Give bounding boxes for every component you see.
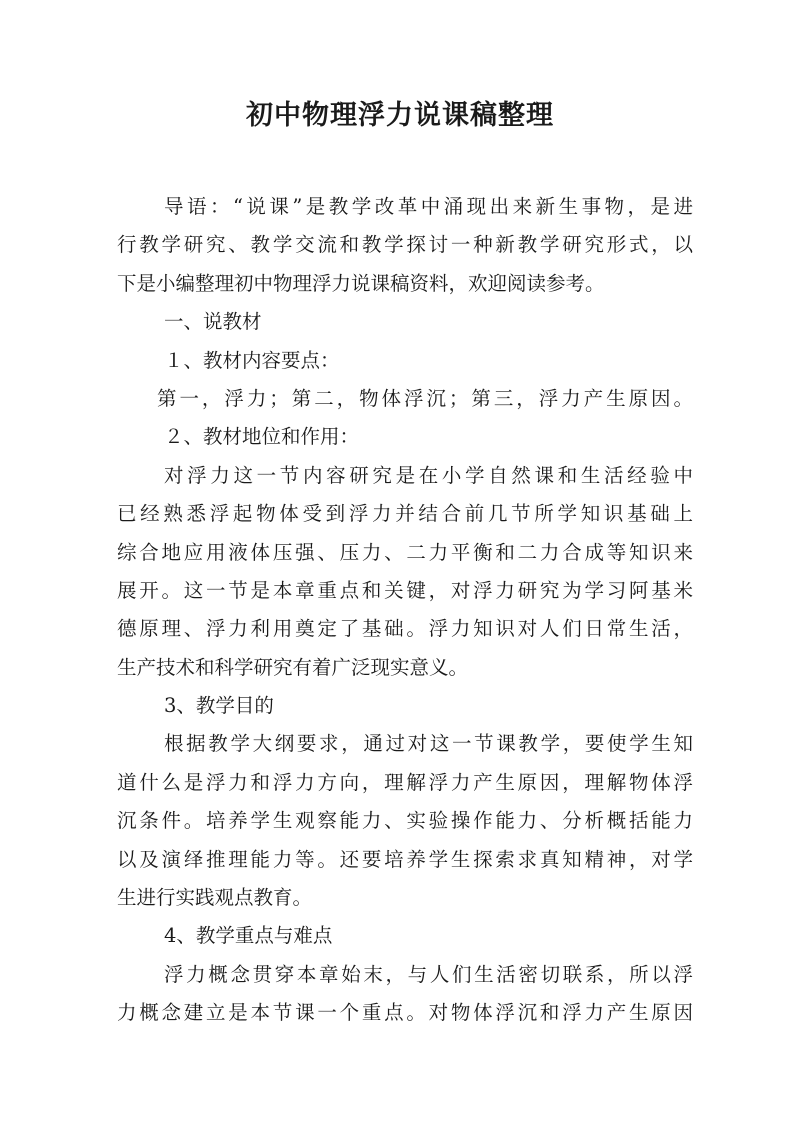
paragraph-line: 根据教学大纲要求，通过对这一节课教学，要使学生知 <box>164 732 693 756</box>
paragraph-line: 导语：“说课”是教学改革中涌现出来新生事物，是进 <box>164 195 693 218</box>
paragraph-line: 下是小编整理初中物理浮力说课稿资料，欢迎阅读参考。 <box>117 271 605 295</box>
paragraph-line: 一、说教材 <box>164 310 262 334</box>
paragraph-line: 沉条件。培养学生观察能力、实验操作能力、分析概括能力 <box>117 809 693 833</box>
paragraph-line: 以及演绎推理能力等。还要培养学生探索求真知精神，对学 <box>117 847 693 871</box>
paragraph-line: 对浮力这一节内容研究是在小学自然课和生活经验中 <box>164 463 693 487</box>
paragraph-line: 4、教学重点与难点 <box>164 924 333 948</box>
document-body <box>117 188 693 1033</box>
paragraph-line: 浮力概念贯穿本章始末，与人们生活密切联系，所以浮 <box>164 962 693 986</box>
document-title: 初中物理浮力说课稿整理 <box>246 100 554 131</box>
paragraph-line: 已经熟悉浮起物体受到浮力并结合前几节所学知识基础上 <box>117 502 693 526</box>
paragraph-line: １、教材内容要点： <box>164 348 340 372</box>
paragraph-line: 生进行实践观点教育。 <box>117 886 313 910</box>
paragraph-line: 道什么是浮力和浮力方向，理解浮力产生原因，理解物体浮 <box>117 770 693 794</box>
paragraph-line: 行教学研究、教学交流和教学探讨一种新教学研究形式，以 <box>117 233 693 257</box>
paragraph-line: ２、教材地位和作用： <box>164 425 360 449</box>
paragraph-line: 展开。这一节是本章重点和关键，对浮力研究为学习阿基米 <box>117 578 693 602</box>
paragraph-line: 力概念建立是本节课一个重点。对物体浮沉和浮力产生原因 <box>117 1001 693 1025</box>
paragraph-line: 3、教学目的 <box>164 694 274 718</box>
paragraph-line: 生产技术和科学研究有着广泛现实意义。 <box>117 655 469 679</box>
paragraph-line: 德原理、浮力利用奠定了基础。浮力知识对人们日常生活， <box>117 617 693 641</box>
paragraph-line: 第一，浮力；第二，物体浮沉；第三，浮力产生原因。 <box>157 386 693 410</box>
paragraph-line: 综合地应用液体压强、压力、二力平衡和二力合成等知识来 <box>117 540 693 564</box>
